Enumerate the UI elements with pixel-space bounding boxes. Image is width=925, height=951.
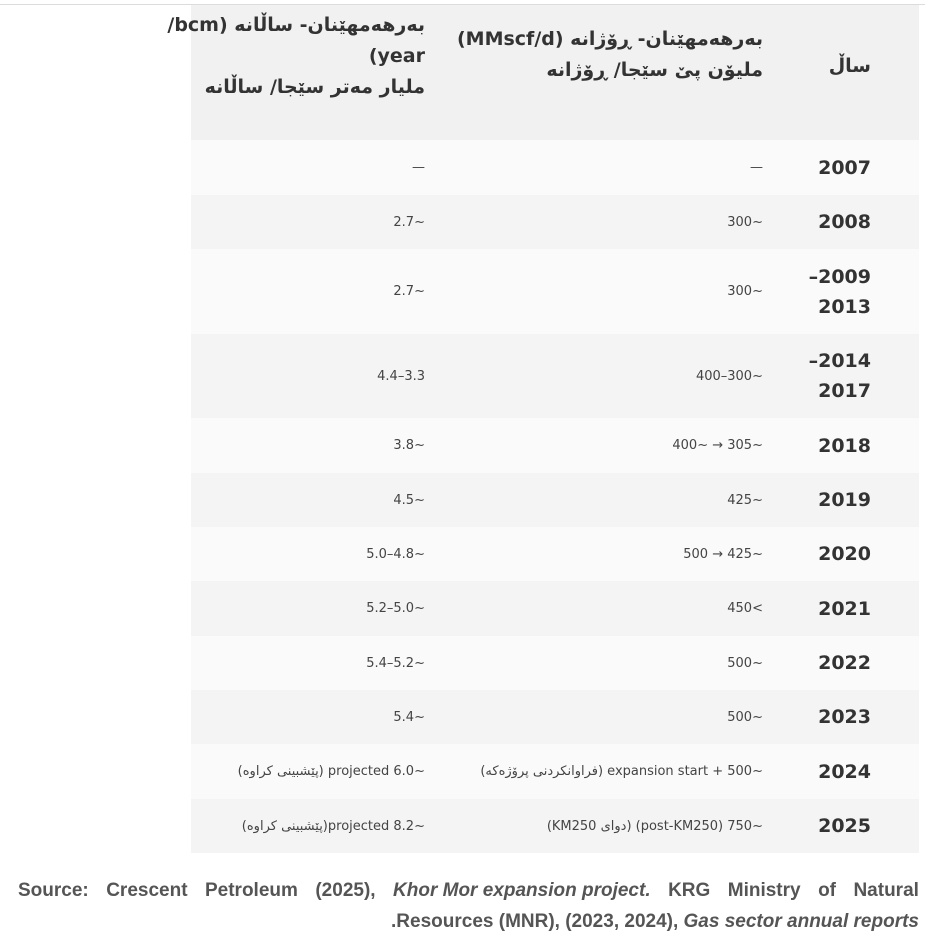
table-row [191, 799, 919, 853]
source-word: Natural [853, 880, 919, 901]
annual-production-cell: ~5.2–5.4 [366, 655, 425, 671]
daily-production-cell: ~300–400 [695, 368, 763, 384]
annual-production-cell: ~2.7 [393, 284, 425, 299]
source-word: Petroleum [204, 880, 298, 901]
table-row [191, 418, 919, 473]
source-word: of [818, 880, 836, 901]
annual-production-cell: ~5.0–5.2 [366, 601, 425, 616]
daily-production-cell: ~300 [727, 284, 763, 299]
table-row [191, 140, 919, 195]
annual-production-cell: ~4.8–5.0 [366, 546, 425, 562]
header-year: ساڵ [828, 55, 871, 77]
table-row [191, 334, 919, 418]
year-cell: 2018 [818, 434, 871, 457]
source-report-italic: Gas sector annual reports [683, 911, 919, 932]
daily-production-cell: ~750 (post-KM250) (دوای KM250) [546, 818, 763, 834]
year-cell: 2009– 2013 [808, 265, 871, 318]
gas-production-table [167, 5, 919, 853]
annual-production-cell: — [412, 160, 425, 175]
year-cell: 2024 [818, 760, 871, 783]
annual-production-cell: ~5.4 [393, 709, 425, 725]
year-cell: 2008 [818, 211, 871, 233]
annual-production-cell: ~6.0 projected (پێشبینی کراوە) [237, 764, 425, 779]
year-cell: 2021 [818, 597, 871, 620]
year-cell: 2019 [818, 489, 871, 511]
year-cell: 2023 [818, 706, 871, 728]
year-cell: 2014– 2017 [808, 350, 871, 402]
daily-production-cell: ~500 + expansion start (فراوانکردنی پرۆژەکە) [480, 764, 763, 779]
year-cell: 2025 [818, 815, 871, 837]
year-cell: 2020 [818, 543, 871, 565]
source-word: KRG [668, 880, 711, 901]
source-word: Source: [18, 880, 89, 901]
daily-production-cell: ~300 [727, 214, 763, 230]
table-row [191, 690, 919, 744]
table-row [191, 744, 919, 799]
table-row [191, 527, 919, 581]
table-row [191, 636, 919, 690]
daily-production-cell: ~425 [727, 492, 763, 508]
daily-production-cell: — [750, 160, 763, 175]
year-cell: 2022 [818, 652, 871, 674]
source-word: Ministry [727, 880, 801, 901]
source-title-italic: Khor Mor expansion project. [393, 880, 651, 901]
source-citation [18, 875, 919, 937]
table-header-row [167, 5, 919, 140]
source-word: (2025), [315, 880, 376, 901]
annual-production-cell: ~3.8 [393, 438, 425, 453]
year-cell: 2007 [818, 156, 871, 179]
daily-production-cell: ~425 → 500 [683, 546, 763, 562]
source-word: Resources (MNR), (2023, 2024), [396, 911, 684, 932]
daily-production-cell: ~500 [727, 709, 763, 725]
daily-production-cell: ~305 → ~400 [672, 438, 763, 453]
header-daily-production: بەرهەمهێنان- ڕۆژانە (MMscf/d) ملیۆن پێ سێجا/ ڕۆژانە [456, 28, 763, 81]
annual-production-cell: ~2.7 [393, 214, 425, 230]
source-word: Crescent [106, 880, 188, 901]
header-annual-production: بەرهەمهێنان- ساڵانە (bcm/ year) ملیار مەتر سێجا/ ساڵانە [167, 14, 425, 98]
annual-production-cell: ~4.5 [393, 492, 425, 508]
table-row [191, 473, 919, 527]
source-period: . [391, 911, 397, 932]
annual-production-cell: 3.3–4.4 [377, 368, 425, 384]
table-row [191, 249, 919, 334]
daily-production-cell: ~500 [727, 655, 763, 671]
source-line-2 [18, 906, 919, 937]
daily-production-cell: >450 [727, 601, 763, 616]
annual-production-cell: ~8.2 projected(پێشبینی کراوە) [241, 818, 425, 834]
source-line-1 [18, 875, 919, 906]
table-row [191, 581, 919, 636]
table-row [191, 195, 919, 249]
